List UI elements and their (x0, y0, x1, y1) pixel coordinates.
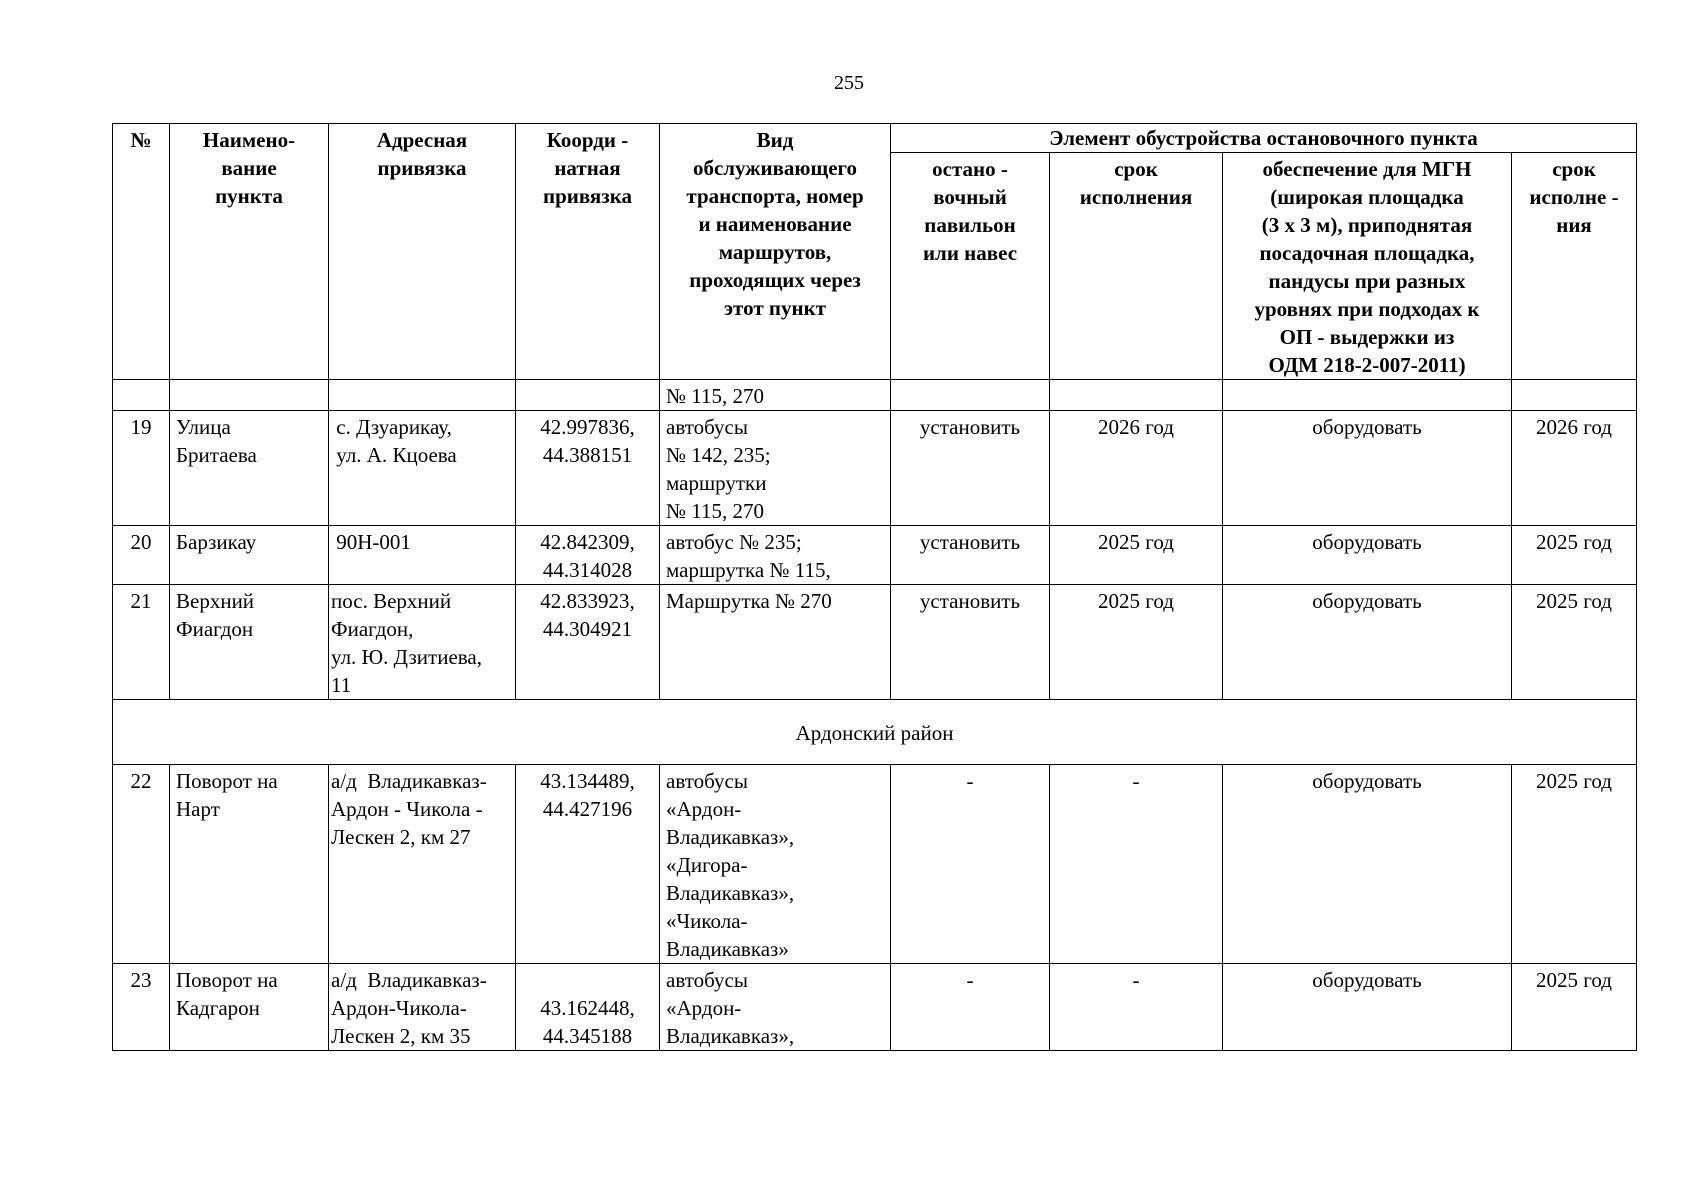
cell-num: 19 (113, 411, 170, 526)
cell-coords: 42.833923, 44.304921 (516, 585, 660, 700)
cell-mgn: оборудовать (1223, 526, 1512, 585)
table-row (113, 411, 1637, 526)
cell-coords: 42.997836, 44.388151 (516, 411, 660, 526)
header-coords: Коорди - натная привязка (516, 124, 660, 380)
cell-name: Поворот на Нарт (170, 765, 329, 964)
cont-name (170, 380, 329, 411)
header-num: № (113, 124, 170, 380)
continuation-row (113, 380, 1637, 411)
cell-term1: 2025 год (1050, 526, 1223, 585)
header-transport: Вид обслуживающего транспорта, номер и наименование маршрутов, проходящих через этот пункт (660, 124, 891, 380)
cell-pavilion: - (891, 765, 1050, 964)
cell-coords: 43.162448, 44.345188 (516, 964, 660, 1051)
header-name: Наимено- вание пункта (170, 124, 329, 380)
cell-transport: автобусы «Ардон- Владикавказ», (660, 964, 891, 1051)
cont-mgn (1223, 380, 1512, 411)
cell-term1: 2026 год (1050, 411, 1223, 526)
cell-address: пос. Верхний Фиагдон, ул. Ю. Дзитиева, 11 (329, 585, 516, 700)
cell-mgn: оборудовать (1223, 585, 1512, 700)
header-pavilion: остано - вочный павильон или навес (891, 153, 1050, 380)
cell-transport: автобус № 235; маршрутка № 115, (660, 526, 891, 585)
cont-term1 (1050, 380, 1223, 411)
cell-transport: Маршрутка № 270 (660, 585, 891, 700)
cell-address: а/д Владикавказ- Ардон - Чикола - Лескен 2, км 27 (329, 765, 516, 964)
cell-pavilion: - (891, 964, 1050, 1051)
cell-address: 90Н-001 (329, 526, 516, 585)
cell-term1: - (1050, 765, 1223, 964)
cell-transport: автобусы «Ардон- Владикавказ», «Дигора- Владикавказ», «Чикола- Владикавказ» (660, 765, 891, 964)
bus-stops-table (112, 123, 1637, 1051)
cell-name: Барзикау (170, 526, 329, 585)
header-element-group: Элемент обустройства остановочного пункта (891, 124, 1637, 153)
cell-address: с. Дзуарикау, ул. А. Кцоева (329, 411, 516, 526)
cell-pavilion: установить (891, 585, 1050, 700)
cont-num (113, 380, 170, 411)
header-term1: срок исполнения (1050, 153, 1223, 380)
cell-term2: 2025 год (1512, 526, 1637, 585)
table-row (113, 964, 1637, 1051)
table-row (113, 585, 1637, 700)
cell-num: 21 (113, 585, 170, 700)
header-mgn: обеспечение для МГН (широкая площадка (3 х 3 м), приподнятая посадочная площадка, пандусы при разных уровнях при подходах к ОП - выдержки из ОДМ 218-2-007-2011) (1223, 153, 1512, 380)
cell-mgn: оборудовать (1223, 964, 1512, 1051)
cell-term2: 2025 год (1512, 765, 1637, 964)
cont-pavilion (891, 380, 1050, 411)
header-address: Адресная привязка (329, 124, 516, 380)
district-row (113, 700, 1637, 765)
cont-address (329, 380, 516, 411)
table-row (113, 765, 1637, 964)
cell-mgn: оборудовать (1223, 411, 1512, 526)
cont-term2 (1512, 380, 1637, 411)
district-title: Ардонский район (113, 700, 1637, 765)
cell-term2: 2025 год (1512, 964, 1637, 1051)
cell-num: 23 (113, 964, 170, 1051)
cell-num: 22 (113, 765, 170, 964)
cell-transport: автобусы № 142, 235; маршрутки № 115, 270 (660, 411, 891, 526)
cell-name: Улица Бритаева (170, 411, 329, 526)
cell-term2: 2026 год (1512, 411, 1637, 526)
header-term2: срок исполне - ния (1512, 153, 1637, 380)
cell-name: Верхний Фиагдон (170, 585, 329, 700)
cell-pavilion: установить (891, 526, 1050, 585)
table-row (113, 526, 1637, 585)
cell-term1: 2025 год (1050, 585, 1223, 700)
cell-coords: 42.842309, 44.314028 (516, 526, 660, 585)
cell-pavilion: установить (891, 411, 1050, 526)
cell-num: 20 (113, 526, 170, 585)
cont-coords (516, 380, 660, 411)
cell-coords: 43.134489, 44.427196 (516, 765, 660, 964)
cell-term2: 2025 год (1512, 585, 1637, 700)
cell-mgn: оборудовать (1223, 765, 1512, 964)
cont-transport: № 115, 270 (660, 380, 891, 411)
page-number: 255 (834, 72, 864, 94)
cell-term1: - (1050, 964, 1223, 1051)
cell-address: а/д Владикавказ- Ардон-Чикола- Лескен 2, км 35 (329, 964, 516, 1051)
cell-name: Поворот на Кадгарон (170, 964, 329, 1051)
table-header (113, 124, 1637, 380)
